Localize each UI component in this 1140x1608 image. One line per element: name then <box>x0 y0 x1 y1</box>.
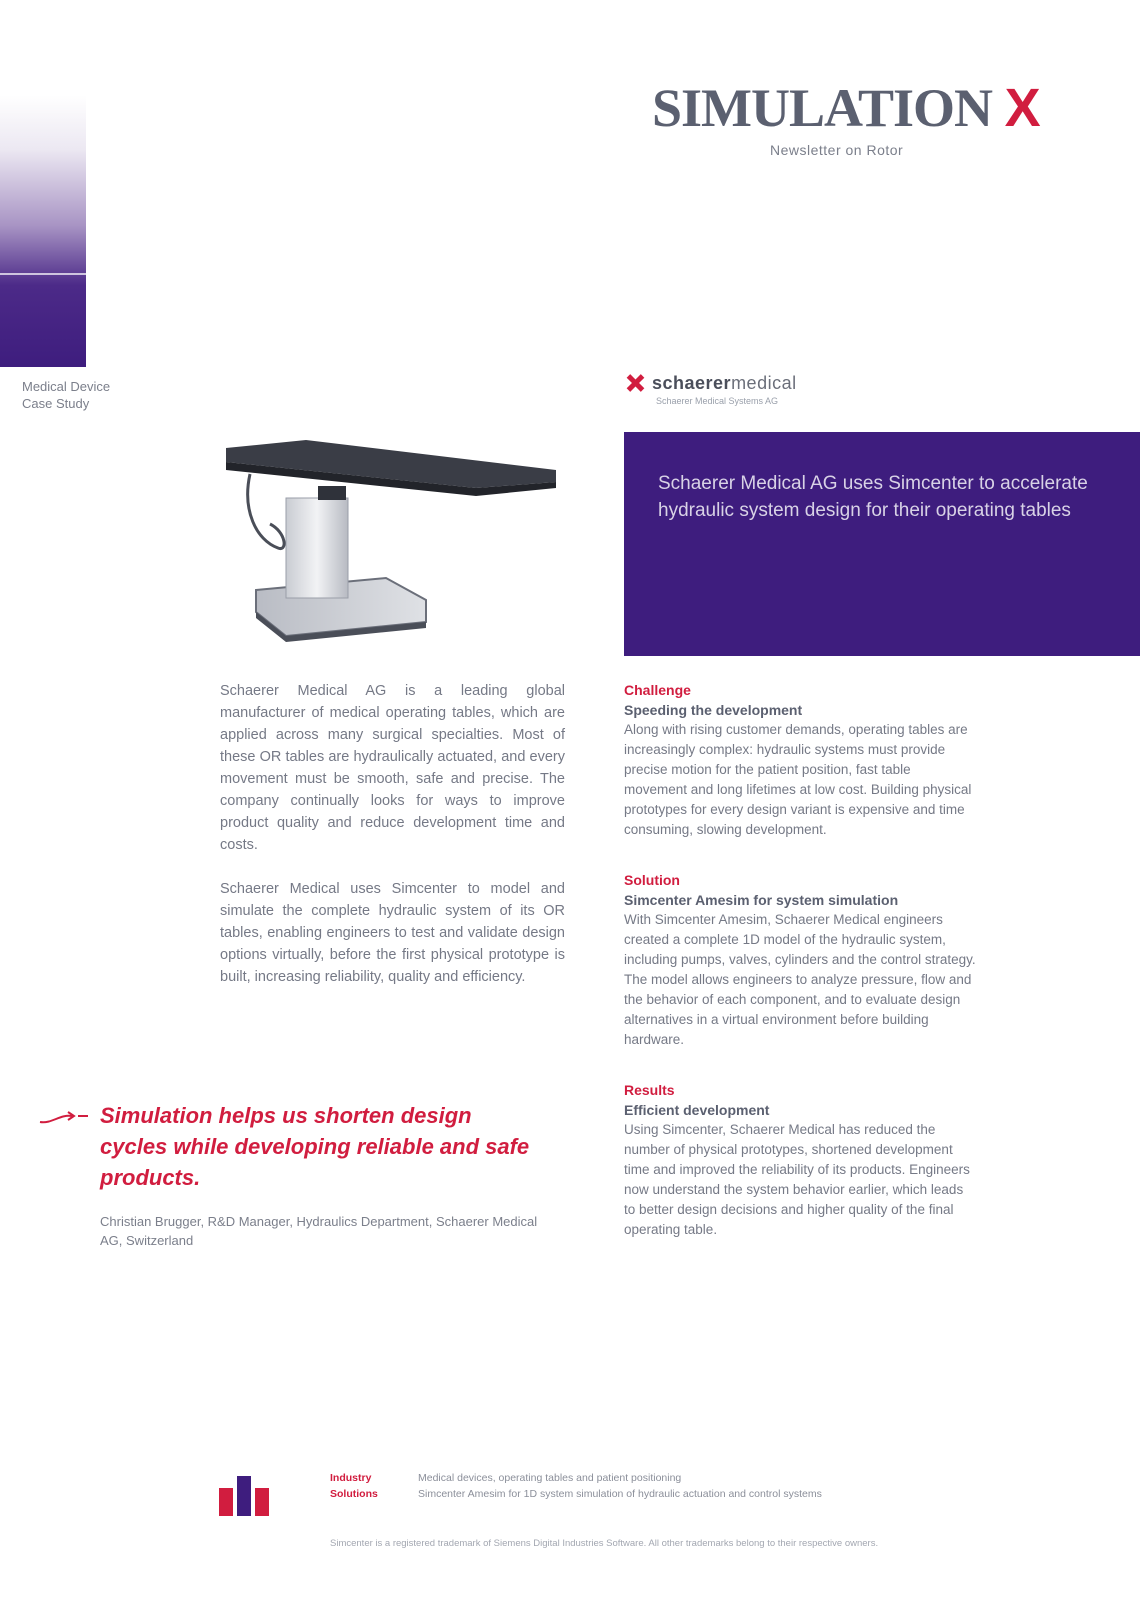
footer-note: Simcenter is a registered trademark of Siemens Digital Industries Software. All other trademarks belong to their respective owners. <box>330 1538 879 1549</box>
quote-arrow-icon <box>38 1108 92 1128</box>
brand-name-part2: medical <box>731 372 797 393</box>
operating-table-image <box>226 440 576 650</box>
logo-x-mark: X <box>1004 78 1040 138</box>
section-label: Challenge <box>624 682 691 698</box>
intro-text <box>220 680 565 988</box>
solution-section <box>624 870 976 1050</box>
footer-info <box>330 1470 970 1502</box>
side-caption-line1: Medical Device <box>22 379 111 394</box>
results-section <box>624 1080 976 1240</box>
quote-attribution: Christian Brugger, R&D Manager, Hydraulics Department, Schaerer Medical AG, Switzerland <box>100 1214 538 1248</box>
headline-box <box>624 432 1140 656</box>
headline: Schaerer Medical AG uses Simcenter to accelerate hydraulic system design for their operating tables <box>658 473 1088 521</box>
brand-cross-icon <box>624 372 646 394</box>
intro-paragraph-2: Schaerer Medical uses Simcenter to model and simulate the complete hydraulic system of its OR tables, enabling engineers to test and validate design options virtually, before the first physical prototype is built, increasing reliability, quality and efficiency. <box>220 881 565 985</box>
footer-value: Simcenter Amesim for 1D system simulation of hydraulic actuation and control systems <box>418 1488 822 1500</box>
simulation-logo <box>652 78 1040 138</box>
brand-name <box>652 373 797 394</box>
case-sections <box>624 680 976 1240</box>
section-title: Speeding the development <box>624 702 803 718</box>
logo-text: SIMULATION <box>652 78 993 138</box>
footer-key: Industry <box>330 1472 372 1484</box>
section-body: Using Simcenter, Schaerer Medical has reduced the number of physical prototypes, shortened development time and improved the reliability of its products. Engineers now understand the system behavior earlier, which leads to better design decisions and higher quality of the final operating table. <box>624 1122 970 1237</box>
pull-quote: Simulation helps us shorten design cycles while developing reliable and safe products. <box>100 1103 530 1190</box>
section-title: Simcenter Amesim for system simulation <box>624 892 899 908</box>
section-label: Results <box>624 1082 675 1098</box>
table-column <box>286 498 348 598</box>
section-body: With Simcenter Amesim, Schaerer Medical engineers created a complete 1D model of the hydraulic system, including pumps, valves, cylinders and the control strategy. The model allows engineers to analyze pressure, flow and the behavior of each component, and to evaluate design alternatives in a virtual environment before building hardware. <box>624 912 976 1047</box>
footer-value: Medical devices, operating tables and patient positioning <box>418 1472 682 1484</box>
side-caption <box>22 378 182 412</box>
section-title: Efficient development <box>624 1102 770 1118</box>
footer-logo-icon <box>215 1472 273 1520</box>
brand-tagline: Schaerer Medical Systems AG <box>656 396 779 406</box>
footer-key: Solutions <box>330 1488 378 1500</box>
logo-subtitle: Newsletter on Rotor <box>770 142 904 158</box>
side-gradient-ribbon <box>0 95 86 367</box>
section-label: Solution <box>624 872 680 888</box>
section-body: Along with rising customer demands, operating tables are increasingly complex: hydraulic systems must provide precise motion for the patient position, fast table movement and long lifetimes at low cost. Building physical prototypes for every design variant is expensive and time consuming, slowing development. <box>624 722 972 837</box>
schaerer-medical-logo <box>624 372 797 394</box>
ribbon-divider <box>0 273 86 275</box>
challenge-section <box>624 680 976 840</box>
side-caption-line2: Case Study <box>22 396 90 411</box>
brand-name-part1: schaerer <box>652 372 732 393</box>
footer-row <box>330 1486 970 1502</box>
intro-paragraph-1: Schaerer Medical AG is a leading global manufacturer of medical operating tables, which are applied across many surgical specialties. Most of these OR tables are hydraulically actuated, and every movement must be smooth, safe and precise. The company continually looks for ways to improve product quality and reduce development time and costs. <box>220 683 565 853</box>
footer-row <box>330 1470 970 1486</box>
